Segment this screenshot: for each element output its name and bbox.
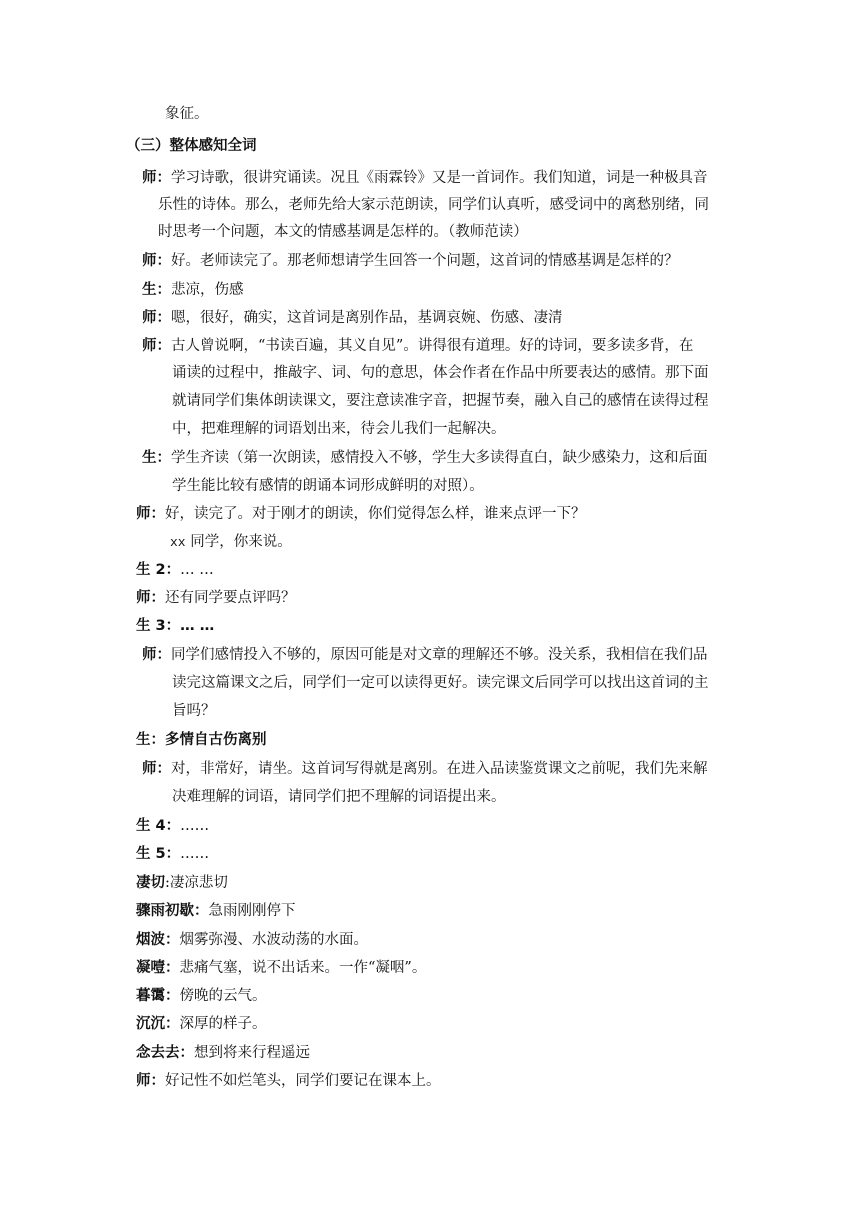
section-heading	[126, 136, 257, 156]
text: 同学，你来说。	[185, 534, 292, 550]
dialogue-text: 古人曾说啊，“书读百遍，其义自见”。讲得很有道理。好的诗词，要多读多背，在	[171, 338, 694, 354]
text: 中，把难理解的词语划出来，待会儿我们一起解决。	[172, 421, 506, 437]
speaker-label: 师：	[142, 761, 171, 777]
paragraph-line	[165, 104, 209, 124]
dialogue-text: ……	[180, 846, 210, 862]
text: 读完这篇课文之后，同学们一定可以读得更好。读完课文后同学可以找出这首词的主	[172, 675, 709, 691]
speaker-label: 师：	[142, 647, 171, 663]
vocab-term: 凄切	[136, 875, 165, 891]
speaker-label: 师：	[142, 170, 171, 186]
dialogue-text: 学生齐读（第一次朗读，感情投入不够，学生大多读得直白，缺少感染力，这和后面	[171, 450, 708, 466]
paragraph-line	[158, 222, 528, 242]
text: 决难理解的词语，请同学们把不理解的词语提出来。	[172, 789, 506, 805]
speaker-label: 生 2：	[136, 562, 181, 578]
dialogue-text: 还有同学要点评吗？	[165, 590, 296, 606]
dialogue-line	[142, 168, 708, 188]
speaker-label: 生 5：	[136, 846, 181, 862]
dialogue-line	[136, 588, 296, 608]
vocab-definition: 深厚的样子。	[179, 1016, 267, 1032]
vocab-entry	[136, 986, 267, 1006]
dialogue-text: 悲凉，伤感	[171, 282, 244, 298]
text: 乐性的诗体。那么，老师先给大家示范朗读，同学们认真听，感受词中的离愁别绪，同	[158, 197, 709, 213]
paragraph-line	[172, 419, 506, 439]
vocab-entry	[136, 901, 296, 921]
speaker-label: 生 4：	[136, 818, 181, 834]
dialogue-line	[136, 1071, 441, 1091]
vocab-entry	[136, 958, 426, 978]
vocab-term: 骤雨初歇：	[136, 903, 209, 919]
text: 诵读的过程中，推敲字、词、句的意思，体会作者在作品中所要表达的感情。那下面	[172, 365, 709, 381]
vocab-term: 凝噎：	[136, 960, 180, 976]
vocab-definition: 悲痛气塞，说不出话来。一作“凝咽”。	[179, 960, 427, 976]
dialogue-text: 对，非常好，请坐。这首词写得就是离别。在进入品读鉴赏课文之前呢，我们先来解	[171, 761, 708, 777]
dialogue-text: 好。老师读完了。那老师想请学生回答一个问题，这首词的情感基调是怎样的？	[171, 253, 679, 269]
text: 象征。	[165, 106, 209, 122]
text: 时思考一个问题，本文的情感基调是怎样的。（教师范读）	[158, 224, 528, 240]
dialogue-text: 多情自古伤离别	[165, 732, 267, 748]
dialogue-line	[142, 280, 244, 300]
speaker-label: 生：	[142, 282, 171, 298]
vocab-term: 沉沉：	[136, 1016, 180, 1032]
dialogue-line	[136, 844, 209, 864]
speaker-label: 生 3：	[136, 618, 181, 634]
vocab-entry	[136, 1043, 310, 1063]
dialogue-line	[136, 816, 209, 836]
vocab-entry	[136, 1014, 267, 1034]
dialogue-line	[136, 730, 267, 750]
dialogue-line	[136, 616, 214, 636]
paragraph-line	[170, 532, 292, 553]
dialogue-line	[142, 308, 563, 328]
paragraph-line	[172, 701, 216, 721]
vocab-entry	[136, 873, 228, 893]
dialogue-line	[142, 251, 679, 271]
placeholder-name: xx	[170, 535, 186, 550]
vocab-definition: 傍晚的云气。	[179, 988, 267, 1004]
dialogue-line	[142, 336, 693, 356]
heading-text: （三）整体感知全词	[126, 138, 257, 154]
speaker-label: 师：	[142, 253, 171, 269]
speaker-label: 生：	[136, 732, 165, 748]
dialogue-text: 好记性不如烂笔头，同学们要记在课本上。	[165, 1073, 441, 1089]
vocab-definition: 想到将来行程遥远	[194, 1045, 310, 1061]
dialogue-text: 同学们感情投入不够的，原因可能是对文章的理解还不够。没关系，我相信在我们品	[171, 647, 708, 663]
paragraph-line	[158, 195, 709, 215]
dialogue-text: … …	[180, 562, 214, 578]
vocab-definition: 急雨刚刚停下	[208, 903, 296, 919]
vocab-definition: 烟雾弥漫、水波动荡的水面。	[179, 932, 368, 948]
dialogue-text: ……	[180, 818, 210, 834]
text: 学生能比较有感情的朗诵本词形成鲜明的对照）。	[172, 478, 484, 494]
dialogue-line	[142, 759, 708, 779]
vocab-entry	[136, 930, 368, 950]
vocab-term: 念去去：	[136, 1045, 194, 1061]
speaker-label: 师：	[136, 1073, 165, 1089]
dialogue-text: … …	[180, 618, 215, 634]
paragraph-line	[172, 391, 709, 411]
dialogue-line	[136, 504, 586, 524]
paragraph-line	[172, 673, 709, 693]
paragraph-line	[172, 476, 484, 496]
text: 旨吗？	[172, 703, 216, 719]
speaker-label: 师：	[136, 590, 165, 606]
dialogue-line	[136, 560, 214, 580]
speaker-label: 师：	[142, 338, 171, 354]
dialogue-line	[142, 448, 708, 468]
text: 就请同学们集体朗读课文，要注意读准字音，把握节奏，融入自己的感情在读得过程	[172, 393, 709, 409]
vocab-term: 烟波：	[136, 932, 180, 948]
dialogue-text: 嗯，很好，确实，这首词是离别作品，基调哀婉、伤感、凄清	[171, 310, 563, 326]
speaker-label: 生：	[142, 450, 171, 466]
paragraph-line	[172, 787, 506, 807]
dialogue-text: 好，读完了。对于刚才的朗读，你们觉得怎么样，谁来点评一下？	[165, 506, 586, 522]
dialogue-line	[142, 645, 708, 665]
paragraph-line	[172, 363, 709, 383]
speaker-label: 师：	[142, 310, 171, 326]
vocab-definition: :凄凉悲切	[165, 875, 228, 891]
dialogue-text: 学习诗歌，很讲究诵读。况且《雨霖铃》又是一首词作。我们知道，词是一种极具音	[171, 170, 708, 186]
vocab-term: 暮霭：	[136, 988, 180, 1004]
speaker-label: 师：	[136, 506, 165, 522]
